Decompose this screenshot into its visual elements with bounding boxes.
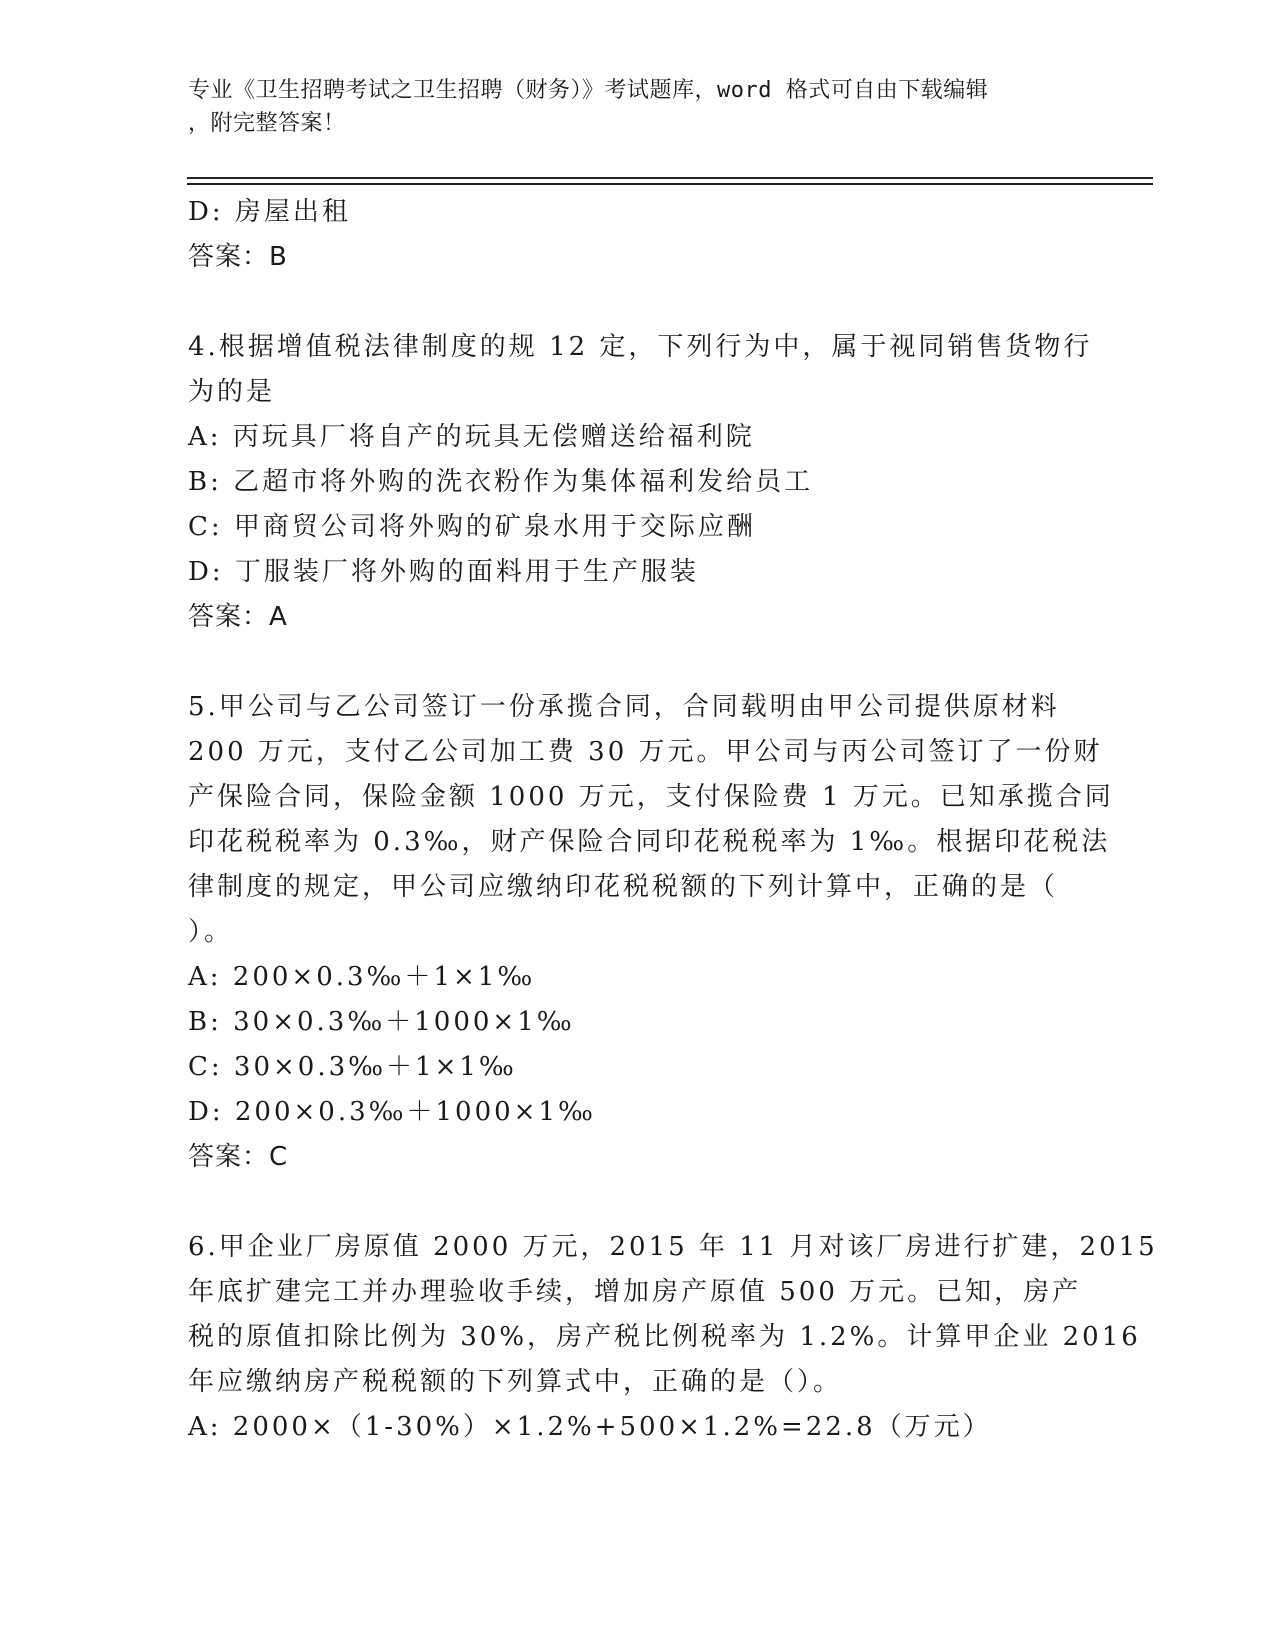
question-5	[188, 685, 1114, 1180]
q3-option-d: D: 房屋出租	[188, 197, 351, 227]
header-divider-top	[187, 177, 1153, 179]
q4-option-c: C: 甲商贸公司将外购的矿泉水用于交际应酬	[188, 512, 756, 542]
spacer	[188, 640, 1078, 685]
question-content	[188, 190, 1158, 1450]
q6-stem-line-2: 年底扩建完工并办理验收手续，增加房产原值 500 万元。已知，房产	[188, 1277, 1082, 1307]
q5-stem-line-6: ）。	[188, 917, 234, 947]
q5-option-c: C: 30×0.3‰＋1×1‰	[188, 1052, 517, 1082]
q6-option-a: A: 2000×（1-30%）×1.2%+500×1.2%=22.8（万元）	[188, 1412, 992, 1442]
q6-stem-line-1: 6.甲企业厂房原值 2000 万元，2015 年 11 月对该厂房进行扩建，2015	[188, 1232, 1158, 1262]
q5-stem-line-5: 律制度的规定，甲公司应缴纳印花税税额的下列计算中，正确的是（	[188, 872, 1059, 902]
header-line-2: ，附完整答案！	[188, 111, 346, 136]
q4-option-a: A: 丙玩具厂将自产的玩具无偿赠送给福利院	[188, 422, 755, 452]
q6-stem-line-4: 年应缴纳房产税税额的下列算式中，正确的是（）。	[188, 1367, 843, 1397]
q5-stem-line-1: 5.甲公司与乙公司签订一份承揽合同，合同载明由甲公司提供原材料	[188, 692, 1060, 722]
q4-stem-line-1: 4.根据增值税法律制度的规 12 定，下列行为中，属于视同销售货物行	[188, 332, 1093, 362]
page-header	[188, 74, 1068, 140]
header-line-1: 专业《卫生招聘考试之卫生招聘（财务）》考试题库，word 格式可自由下载编辑	[188, 78, 989, 103]
question-4	[188, 325, 1093, 640]
q5-stem-line-4: 印花税税率为 0.3‰，财产保险合同印花税税率为 1‰。根据印花税法	[188, 827, 1111, 857]
q4-stem-line-2: 为的是	[188, 377, 276, 407]
question-6	[188, 1225, 1158, 1450]
q5-answer: 答案：C	[188, 1142, 289, 1172]
header-divider-bottom	[187, 183, 1153, 185]
spacer	[188, 1180, 1078, 1225]
q5-option-d: D: 200×0.3‰＋1000×1‰	[188, 1097, 596, 1127]
q5-option-a: A: 200×0.3‰＋1×1‰	[188, 962, 536, 992]
q6-stem-line-3: 税的原值扣除比例为 30%，房产税比例税率为 1.2%。计算甲企业 2016	[188, 1322, 1141, 1352]
q4-answer: 答案：A	[188, 602, 288, 632]
q4-option-d: D: 丁服装厂将外购的面料用于生产服装	[188, 557, 699, 587]
q5-stem-line-3: 产保险合同，保险金额 1000 万元，支付保险费 1 万元。已知承揽合同	[188, 782, 1114, 812]
q4-option-b: B: 乙超市将外购的洗衣粉作为集体福利发给员工	[188, 467, 814, 497]
q3-answer: 答案：B	[188, 242, 288, 272]
question-3-tail	[188, 190, 1078, 280]
spacer	[188, 280, 1078, 325]
q5-option-b: B: 30×0.3‰＋1000×1‰	[188, 1007, 575, 1037]
q5-stem-line-2: 200 万元，支付乙公司加工费 30 万元。甲公司与丙公司签订了一份财	[188, 737, 1103, 767]
